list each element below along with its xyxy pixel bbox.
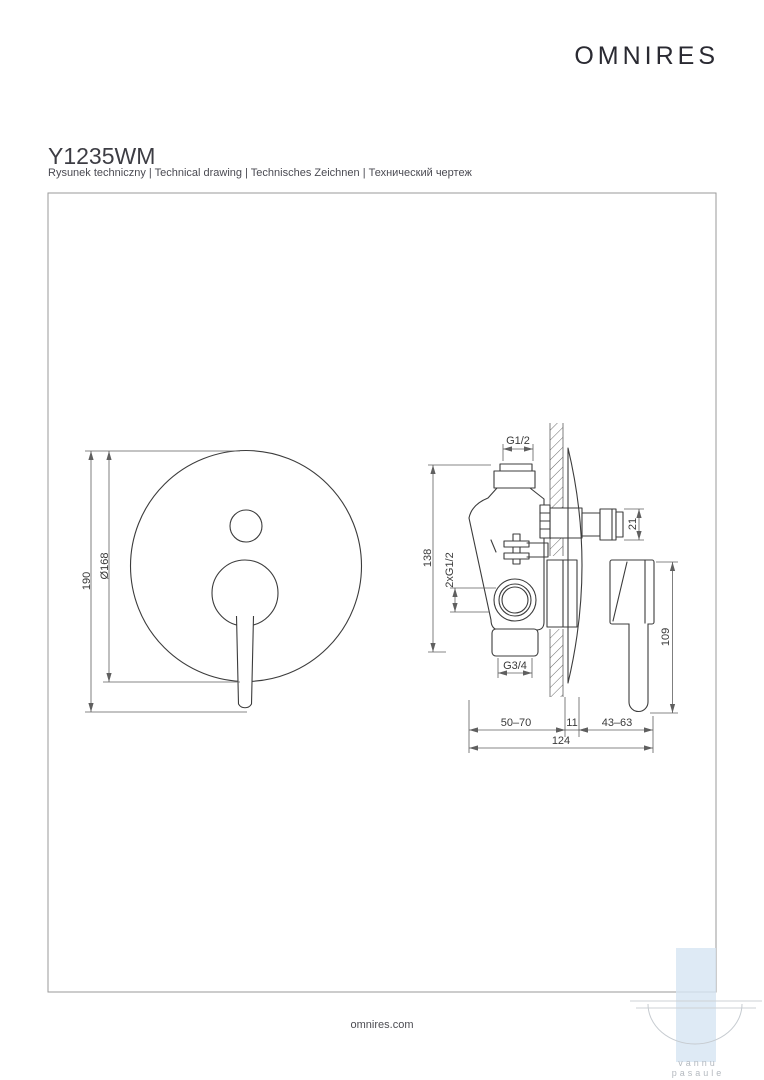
dim-label-total-depth: 124 xyxy=(551,735,571,747)
dim-label-lever-length: 109 xyxy=(660,627,672,647)
diverter-stem xyxy=(550,508,582,538)
dim-label-plate-thickness: 11 xyxy=(566,717,578,729)
dim-label-top-thread: G1/2 xyxy=(506,435,530,447)
dim-label-outlet-thread: G3/4 xyxy=(503,660,527,672)
handle-side xyxy=(610,560,654,712)
handle-lever-side xyxy=(629,624,648,712)
watermark-bar xyxy=(676,948,716,1062)
dim-label-plate-diameter: Ø168 xyxy=(99,552,111,580)
brand-logo: OMNIRES xyxy=(574,42,719,70)
drawing-subtitle: Rysunek techniczny | Technical drawing | Technisches Zeichnen | Технический чертеж xyxy=(48,167,472,179)
dim-label-knob-length: 21 xyxy=(627,517,639,531)
product-code: Y1235WM xyxy=(48,143,156,169)
watermark-line2: pasaule xyxy=(671,1068,725,1078)
dim-label-inlet-threads: 2xG1/2 xyxy=(444,552,456,588)
dim-label-height: 190 xyxy=(81,571,93,591)
dim-label-front-depth: 43–63 xyxy=(601,717,633,729)
front-diverter-button xyxy=(230,510,262,542)
footer-website: omnires.com xyxy=(350,1019,414,1031)
top-outlet-stub xyxy=(494,464,535,488)
dim-label-wall-depth: 50–70 xyxy=(500,717,532,729)
front-view xyxy=(81,451,362,713)
front-lever xyxy=(237,616,254,708)
diverter-knob xyxy=(582,509,623,540)
dim-label-body-height: 138 xyxy=(422,548,434,568)
watermark-line1: vannu xyxy=(678,1058,718,1068)
side-view xyxy=(422,423,678,753)
bottom-outlet-stub xyxy=(492,629,538,656)
shop-watermark xyxy=(630,948,762,1078)
wall-nut xyxy=(540,505,550,538)
front-view-dimensions xyxy=(81,451,247,712)
